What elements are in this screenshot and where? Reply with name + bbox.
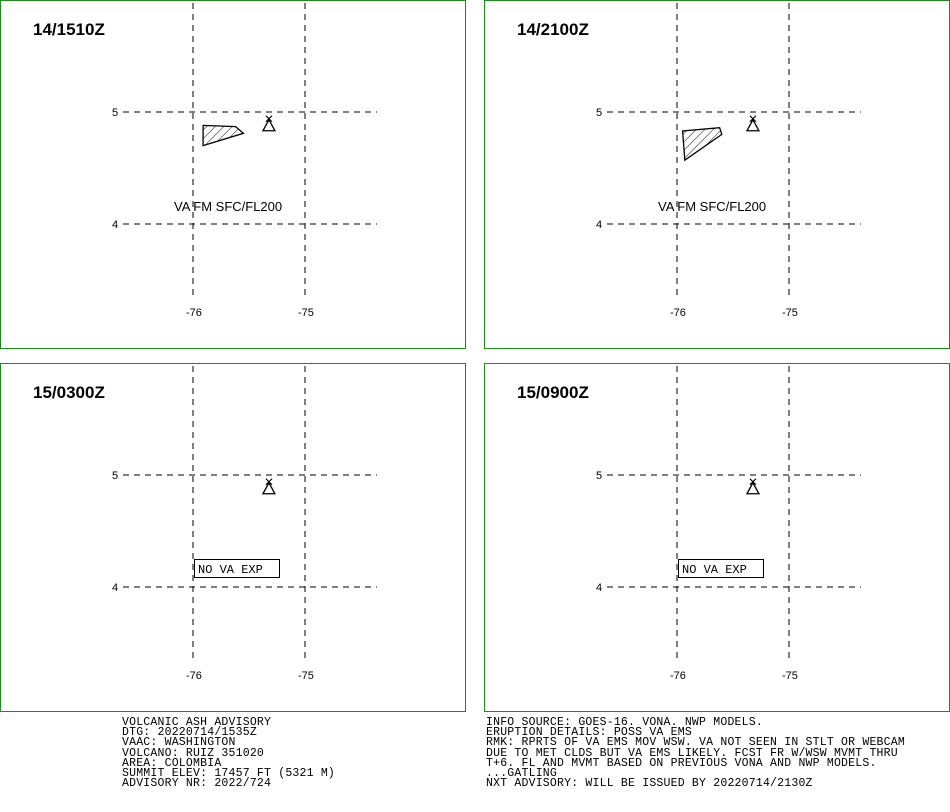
advisory-line: AREA: COLOMBIA bbox=[122, 756, 222, 770]
longitude-label: -75 bbox=[782, 307, 798, 319]
panel-valid-time: 15/0900Z bbox=[517, 383, 589, 402]
longitude-label: -76 bbox=[186, 670, 202, 682]
latitude-label: 4 bbox=[112, 582, 119, 594]
advisory-line: T+6. FL AND MVMT BASED ON PREVIOUS VONA AND NWP MODELS. bbox=[486, 756, 877, 770]
ash-cloud-polygon bbox=[683, 128, 722, 161]
advisory-line: ...GATLING bbox=[486, 767, 558, 781]
ash-level-annotation: VA FM SFC/FL200 bbox=[174, 199, 283, 214]
no-ash-annotation: NO VA EXP bbox=[198, 563, 263, 577]
forecast-panel-0 bbox=[0, 0, 466, 349]
latitude-label: 4 bbox=[596, 219, 603, 231]
advisory-line: SUMMIT ELEV: 17457 FT (5321 M) bbox=[122, 767, 336, 781]
panel-valid-time: 14/1510Z bbox=[33, 20, 105, 39]
volcano-icon bbox=[747, 116, 759, 131]
volcano-icon bbox=[263, 479, 275, 494]
forecast-panel-2 bbox=[0, 363, 466, 712]
latitude-label: 4 bbox=[112, 219, 119, 231]
advisory-line: ADVISORY NR: 2022/724 bbox=[122, 777, 272, 791]
advisory-line: DUE TO MET CLDS BUT VA EMS LIKELY. FCST FR W/WSW MVMT THRU bbox=[486, 746, 898, 760]
longitude-label: -75 bbox=[782, 670, 798, 682]
advisory-line: DTG: 20220714/1535Z bbox=[122, 726, 257, 740]
longitude-label: -75 bbox=[298, 670, 314, 682]
longitude-label: -76 bbox=[186, 307, 202, 319]
map-canvas bbox=[1, 1, 467, 350]
longitude-label: -76 bbox=[670, 670, 686, 682]
advisory-line: NXT ADVISORY: WILL BE ISSUED BY 20220714/2130Z bbox=[486, 777, 813, 791]
volcano-icon bbox=[263, 116, 275, 131]
advisory-line: VOLCANO: RUIZ 351020 bbox=[122, 746, 265, 760]
latitude-label: 5 bbox=[112, 470, 119, 482]
advisory-line: RMK: RPRTS OF VA EMS MOV WSW. VA NOT SEEN IN STLT OR WEBCAM bbox=[486, 736, 905, 750]
latitude-label: 4 bbox=[596, 582, 603, 594]
advisory-line: INFO SOURCE: GOES-16. VONA. NWP MODELS. bbox=[486, 716, 763, 729]
advisory-details-text bbox=[486, 718, 905, 789]
volcano-icon bbox=[747, 479, 759, 494]
map-canvas bbox=[1, 364, 467, 713]
forecast-panel-1 bbox=[484, 0, 950, 349]
map-canvas bbox=[485, 364, 950, 713]
advisory-line: ERUPTION DETAILS: POSS VA EMS bbox=[486, 726, 692, 740]
map-canvas bbox=[485, 1, 950, 350]
latitude-label: 5 bbox=[112, 107, 119, 119]
latitude-label: 5 bbox=[596, 107, 603, 119]
longitude-label: -76 bbox=[670, 307, 686, 319]
advisory-header-text bbox=[122, 718, 335, 789]
longitude-label: -75 bbox=[298, 307, 314, 319]
forecast-panel-3 bbox=[484, 363, 950, 712]
panel-valid-time: 14/2100Z bbox=[517, 20, 589, 39]
panel-valid-time: 15/0300Z bbox=[33, 383, 105, 402]
no-ash-annotation: NO VA EXP bbox=[682, 563, 747, 577]
advisory-line: VAAC: WASHINGTON bbox=[122, 736, 236, 750]
advisory-line: VOLCANIC ASH ADVISORY bbox=[122, 716, 272, 729]
latitude-label: 5 bbox=[596, 470, 603, 482]
ash-level-annotation: VA FM SFC/FL200 bbox=[658, 199, 767, 214]
ash-cloud-polygon bbox=[203, 125, 243, 145]
